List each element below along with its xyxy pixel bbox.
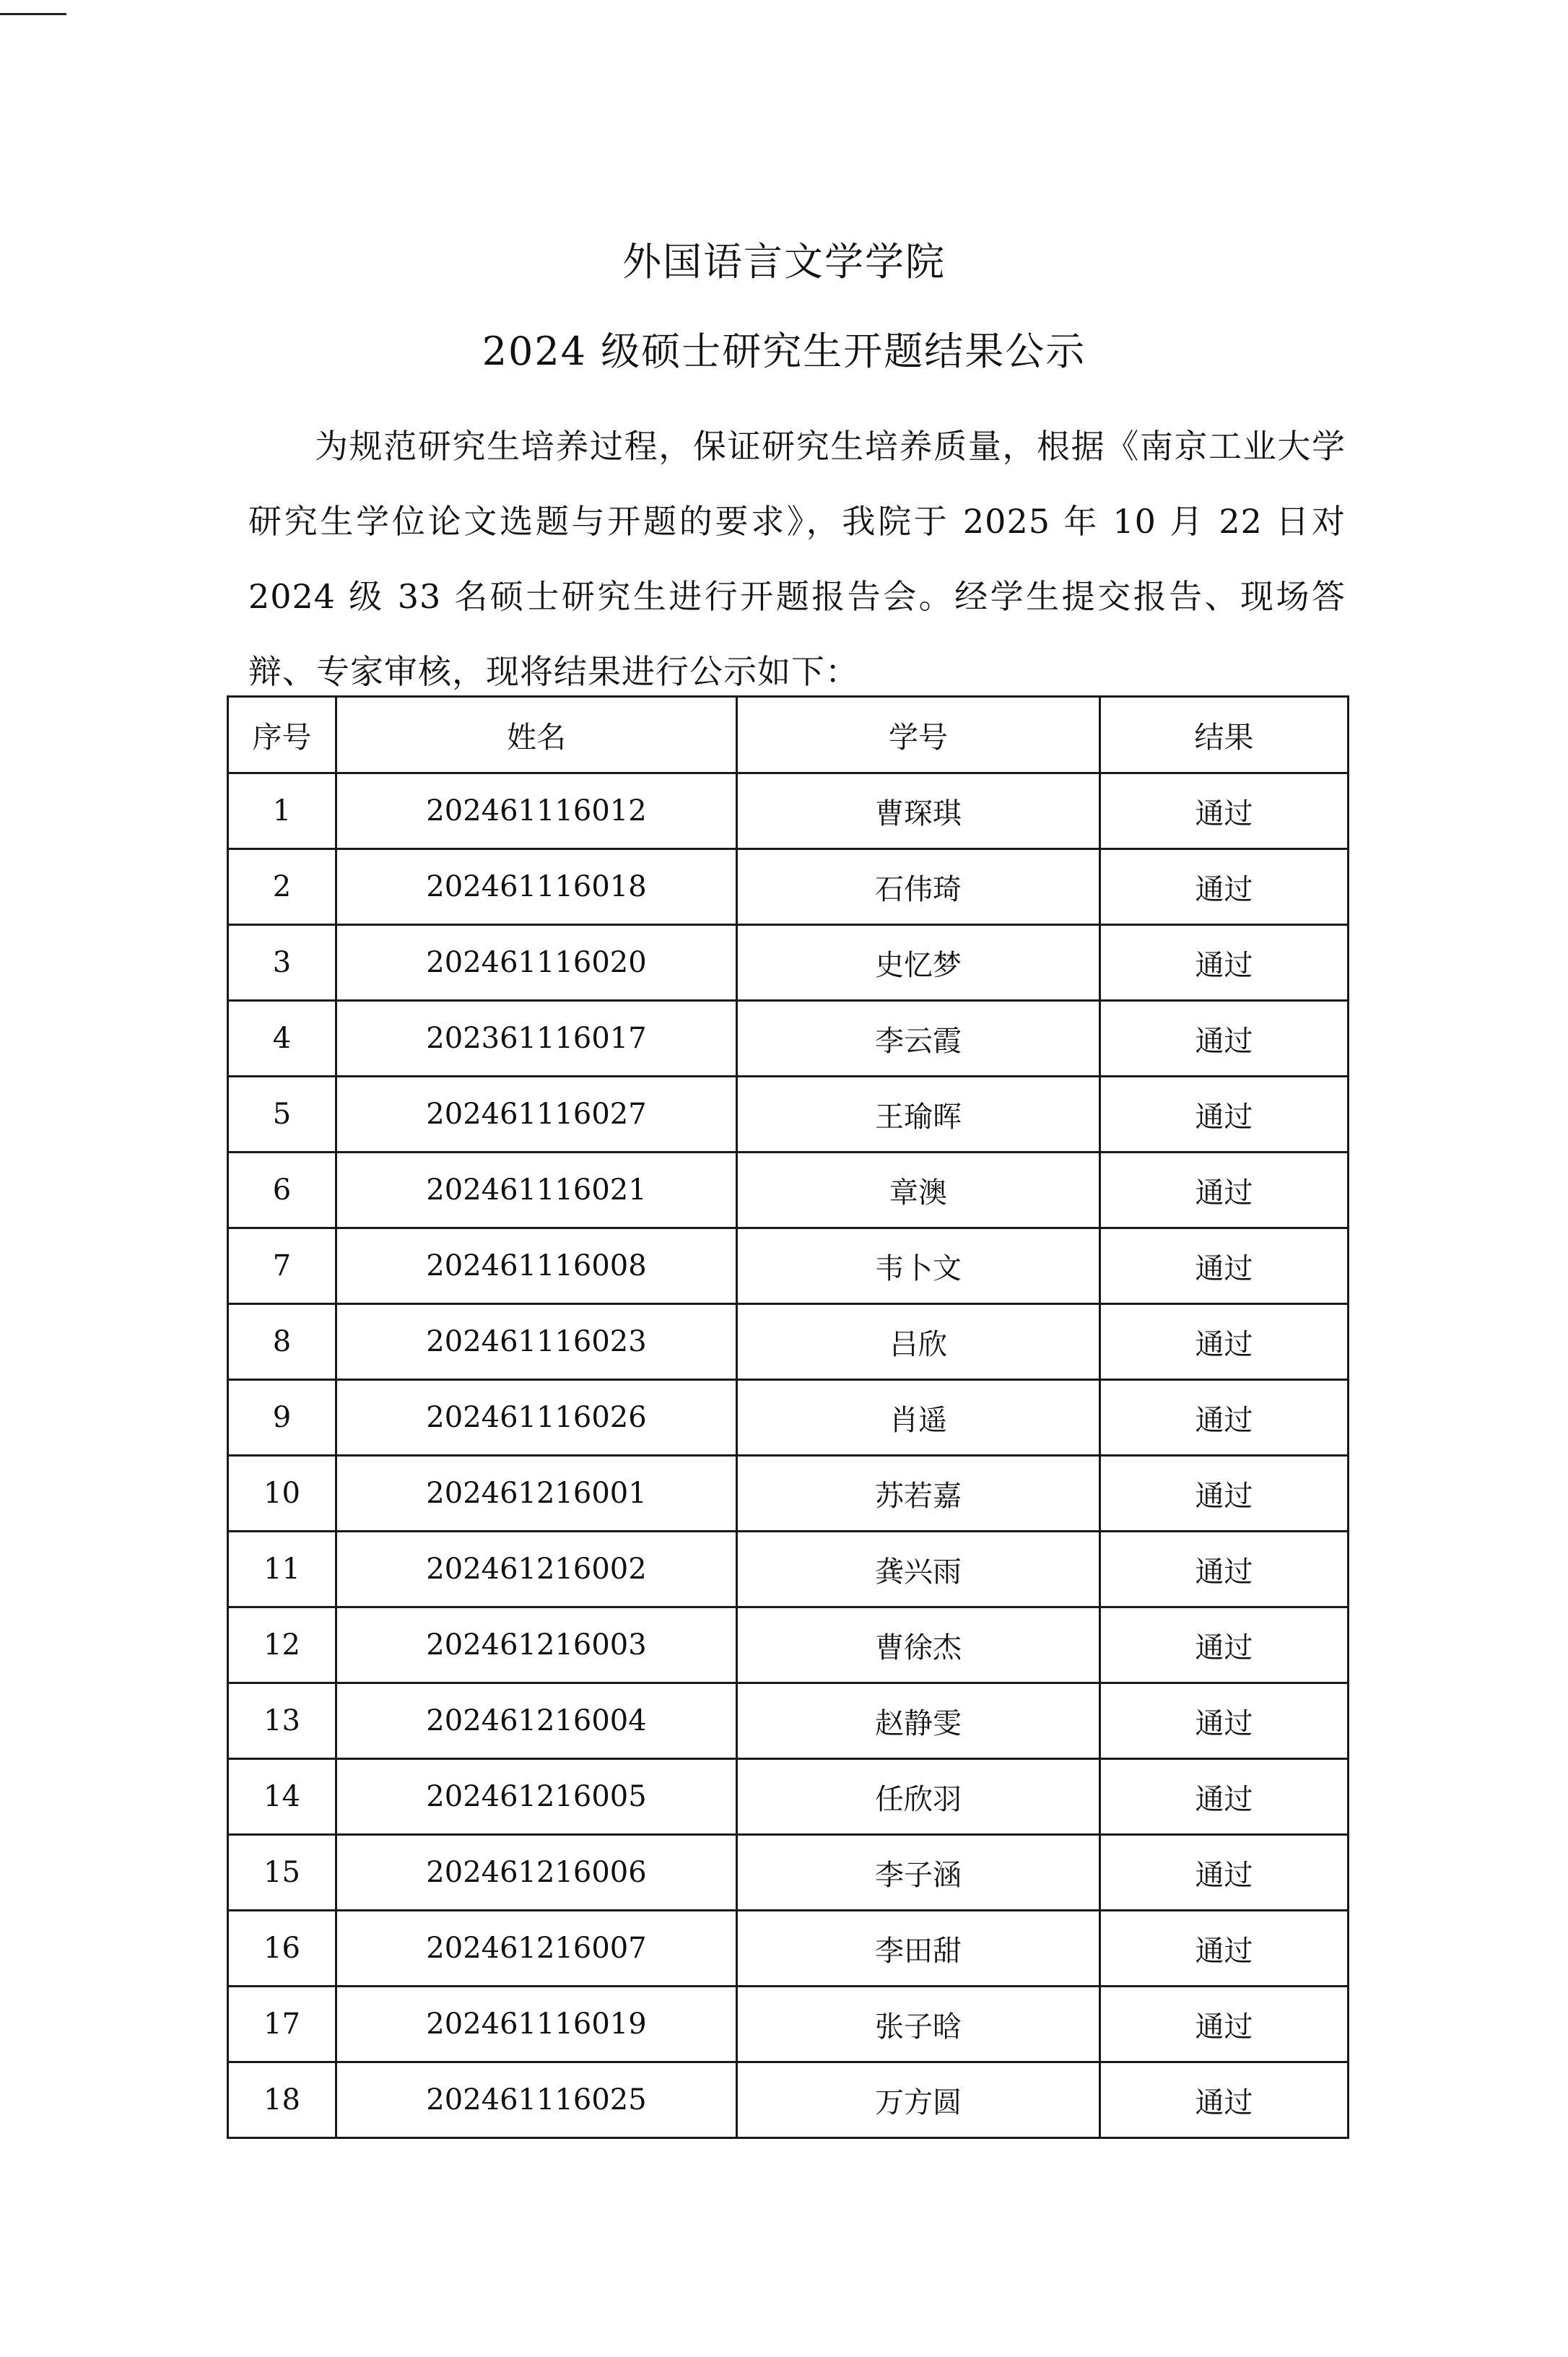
cell-result: 通过 [1100,1456,1349,1532]
cell-id-column: 肖遥 [737,1380,1100,1456]
cell-seq: 2 [228,849,336,925]
cell-result: 通过 [1100,1607,1349,1683]
table-row [228,1456,1349,1532]
cell-id-column: 万方圆 [737,2062,1100,2138]
cell-seq: 6 [228,1153,336,1228]
cell-result: 通过 [1100,1153,1349,1228]
cell-seq: 3 [228,925,336,1001]
cell-seq: 7 [228,1228,336,1304]
cell-seq: 15 [228,1835,336,1911]
table-row [228,849,1349,925]
cell-result: 通过 [1100,1077,1349,1153]
cell-name-column: 202461216005 [336,1759,737,1835]
cell-seq: 10 [228,1456,336,1532]
table-row [228,1380,1349,1456]
header-result: 结果 [1100,697,1349,773]
table-row [228,1607,1349,1683]
cell-name-column: 202461116023 [336,1304,737,1380]
cell-id-column: 史忆梦 [737,925,1100,1001]
cell-id-column: 赵静雯 [737,1683,1100,1759]
cell-seq: 1 [228,773,336,849]
cell-result: 通过 [1100,1835,1349,1911]
cell-id-column: 韦卜文 [737,1228,1100,1304]
cell-name-column: 202461216004 [336,1683,737,1759]
cell-name-column: 202461116019 [336,1987,737,2062]
cell-id-column: 任欣羽 [737,1759,1100,1835]
table-row [228,1153,1349,1228]
cell-id-column: 李子涵 [737,1835,1100,1911]
table-body [228,773,1349,2138]
cell-result: 通过 [1100,1532,1349,1607]
cell-seq: 14 [228,1759,336,1835]
cell-id-column: 石伟琦 [737,849,1100,925]
cell-result: 通过 [1100,849,1349,925]
cell-result: 通过 [1100,1304,1349,1380]
document-title: 外国语言文学学院 [622,239,946,285]
table-row [228,1911,1349,1987]
cell-result: 通过 [1100,1911,1349,1987]
cell-result: 通过 [1100,1987,1349,2062]
cell-name-column: 202461216006 [336,1835,737,1911]
cell-id-column: 龚兴雨 [737,1532,1100,1607]
cell-name-column: 202461116025 [336,2062,737,2138]
cell-result: 通过 [1100,1001,1349,1077]
table-row [228,1077,1349,1153]
table-row [228,925,1349,1001]
cell-result: 通过 [1100,773,1349,849]
cell-result: 通过 [1100,1759,1349,1835]
cell-name-column: 202461116027 [336,1077,737,1153]
results-table [227,695,1349,2139]
header-seq: 序号 [228,697,336,773]
cell-seq: 4 [228,1001,336,1077]
cell-name-column: 202461216003 [336,1607,737,1683]
table-row [228,1228,1349,1304]
cell-seq: 16 [228,1911,336,1987]
cell-seq: 9 [228,1380,336,1456]
cell-name-column: 202361116017 [336,1001,737,1077]
table-row [228,1835,1349,1911]
cell-seq: 13 [228,1683,336,1759]
cell-result: 通过 [1100,2062,1349,2138]
cell-name-column: 202461116018 [336,849,737,925]
cell-seq: 8 [228,1304,336,1380]
cell-name-column: 202461116020 [336,925,737,1001]
cell-id-column: 章澳 [737,1153,1100,1228]
cell-name-column: 202461116012 [336,773,737,849]
intro-paragraph: 为规范研究生培养过程，保证研究生培养质量，根据《南京工业大学研究生学位论文选题与开题的要求》，我院于 2025 年 10 月 22 日对 2024 级 33 名硕士研究生进行开题报告会。经学生提交报告、现场答辩、专家审核，现将结果进行公示如下： [248,427,1346,691]
cell-name-column: 202461116008 [336,1228,737,1304]
table-row [228,1683,1349,1759]
cell-name-column: 202461216002 [336,1532,737,1607]
cell-result: 通过 [1100,1380,1349,1456]
cell-seq: 12 [228,1607,336,1683]
cell-id-column: 曹琛琪 [737,773,1100,849]
cell-name-column: 202461116021 [336,1153,737,1228]
cell-id-column: 苏若嘉 [737,1456,1100,1532]
cell-result: 通过 [1100,1683,1349,1759]
cell-id-column: 王瑜晖 [737,1077,1100,1153]
header-student-id: 学号 [737,697,1100,773]
cell-seq: 11 [228,1532,336,1607]
table-header-row [228,697,1349,773]
table-row [228,1532,1349,1607]
cell-id-column: 吕欣 [737,1304,1100,1380]
cell-name-column: 202461216001 [336,1456,737,1532]
cell-seq: 18 [228,2062,336,2138]
cell-result: 通过 [1100,925,1349,1001]
cell-id-column: 李田甜 [737,1911,1100,1987]
cell-id-column: 曹徐杰 [737,1607,1100,1683]
header-name: 姓名 [336,697,737,773]
table-row [228,1987,1349,2062]
table-row [228,1001,1349,1077]
cell-id-column: 李云霞 [737,1001,1100,1077]
document-subtitle: 2024 级硕士研究生开题结果公示 [482,329,1086,374]
cell-result: 通过 [1100,1228,1349,1304]
table-row [228,1304,1349,1380]
table-row [228,1759,1349,1835]
scan-corner-mark [0,13,66,15]
table-row [228,773,1349,849]
cell-name-column: 202461216007 [336,1911,737,1987]
cell-id-column: 张子晗 [737,1987,1100,2062]
cell-seq: 17 [228,1987,336,2062]
table-row [228,2062,1349,2138]
cell-name-column: 202461116026 [336,1380,737,1456]
cell-seq: 5 [228,1077,336,1153]
